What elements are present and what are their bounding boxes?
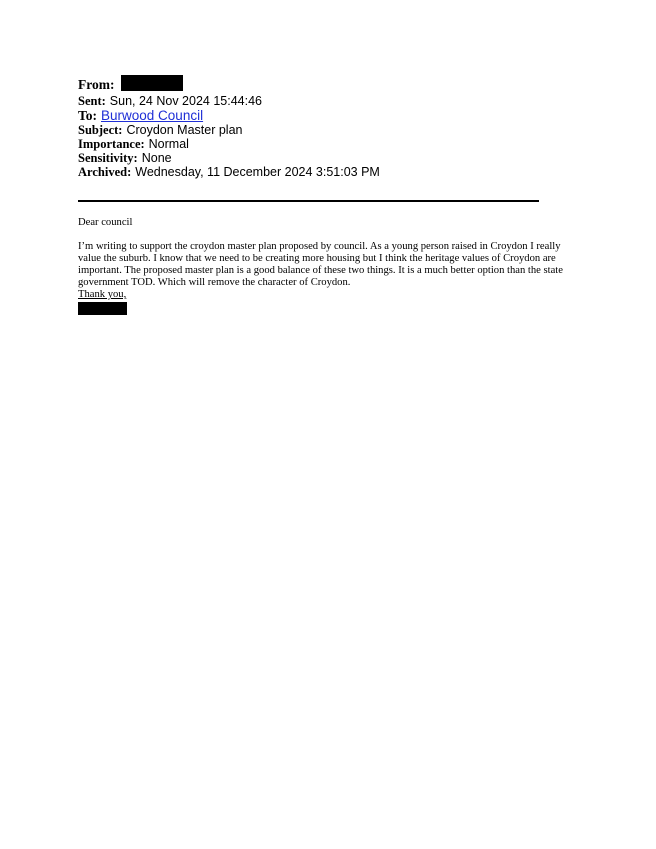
header-divider [78, 200, 539, 202]
subject-row [78, 123, 598, 137]
message-paragraph: I’m writing to support the croydon master plan proposed by council. As a young person raised in Croydon I really value the suburb. I know that we need to be creating more housing but I think the heritage values of Croydon are important. The proposed master plan is a good balance of these two things. It is a much better option than the state government TOD. Which will remove the character of Croydon. [78, 241, 563, 288]
importance-row [78, 137, 598, 151]
email-body [78, 217, 583, 315]
from-label: From: [78, 77, 115, 92]
sensitivity-label: Sensitivity: [78, 151, 138, 165]
from-row [78, 76, 598, 94]
sensitivity-value: None [141, 151, 172, 165]
subject-label: Subject: [78, 123, 123, 137]
archived-label: Archived: [78, 165, 132, 179]
to-row [78, 108, 598, 123]
importance-label: Importance: [78, 137, 145, 151]
archived-value: Wednesday, 11 December 2024 3:51:03 PM [135, 165, 380, 179]
greeting: Dear council [78, 217, 133, 228]
closing: Thank you, [78, 289, 127, 300]
email-header [78, 76, 598, 179]
archived-row [78, 165, 598, 179]
to-recipient-link[interactable]: Burwood Council [101, 108, 204, 123]
redacted-sender [121, 75, 183, 91]
redacted-signature [78, 302, 127, 315]
subject-value: Croydon Master plan [126, 123, 243, 137]
sent-value: Sun, 24 Nov 2024 15:44:46 [109, 94, 262, 108]
sensitivity-row [78, 151, 598, 165]
importance-value: Normal [148, 137, 189, 151]
sent-row [78, 94, 598, 108]
to-label: To: [78, 108, 98, 123]
sent-label: Sent: [78, 94, 106, 108]
